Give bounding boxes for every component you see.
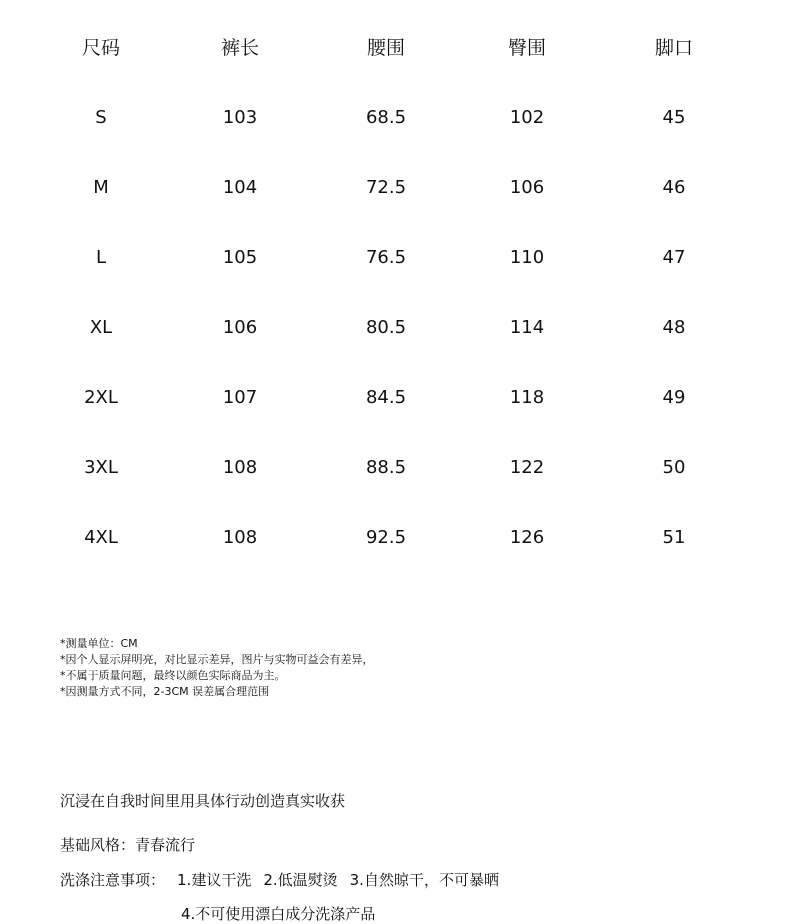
note-line: *因个人显示屏明亮，对比显示差异，图片与实物可益会有差异， [60, 653, 374, 666]
cell-hem: 50 [662, 457, 686, 478]
cell-waist: 68.5 [365, 107, 407, 128]
cell-length: 108 [222, 457, 258, 478]
table-row [30, 298, 750, 368]
cell-waist: 84.5 [365, 387, 407, 408]
table-row [30, 368, 750, 438]
cell-size: L [95, 247, 107, 268]
cell-hem: 51 [662, 527, 686, 548]
table-row [30, 508, 750, 578]
header-size: 尺码 [81, 37, 120, 59]
cell-size: 3XL [84, 457, 118, 478]
cell-size: XL [89, 317, 113, 338]
care-instructions [60, 869, 511, 890]
cell-hip: 126 [509, 527, 545, 548]
cell-length: 107 [222, 387, 258, 408]
cell-waist: 92.5 [365, 527, 407, 548]
cell-hip: 110 [509, 247, 545, 268]
cell-size: S [95, 107, 107, 128]
care-label: 洗涤注意事项： [60, 871, 166, 889]
header-hem: 脚口 [654, 37, 693, 59]
slogan-text: 沉浸在自我时间里用具体行动创造真实收获 [60, 792, 346, 810]
header-waist: 腰围 [366, 37, 405, 59]
care-item: 2.低温熨烫 [263, 871, 338, 889]
care-item: 4.不可使用漂白成分洗涤产品 [181, 905, 376, 923]
cell-hip: 102 [509, 107, 545, 128]
style-text: 基础风格：青春流行 [60, 836, 196, 854]
cell-waist: 88.5 [365, 457, 407, 478]
care-item: 3.自然晾干，不可暴晒 [349, 871, 499, 889]
cell-hem: 45 [662, 107, 686, 128]
cell-length: 106 [222, 317, 258, 338]
cell-hem: 47 [662, 247, 686, 268]
cell-hip: 118 [509, 387, 545, 408]
cell-length: 108 [222, 527, 258, 548]
cell-size: 2XL [84, 387, 118, 408]
note-line: *不属于质量问题，最终以颜色实际商品为主。 [60, 669, 286, 682]
cell-waist: 76.5 [365, 247, 407, 268]
table-row [30, 228, 750, 298]
cell-size: 4XL [84, 527, 118, 548]
cell-hem: 46 [662, 177, 686, 198]
cell-length: 104 [222, 177, 258, 198]
cell-length: 105 [222, 247, 258, 268]
cell-hip: 122 [509, 457, 545, 478]
note-line: *因测量方式不同，2-3CM 误差属合理范围 [60, 685, 270, 698]
note-line: *测量单位：CM [60, 637, 138, 650]
cell-hem: 48 [662, 317, 686, 338]
cell-waist: 80.5 [365, 317, 407, 338]
table-row [30, 438, 750, 508]
table-row [30, 158, 750, 228]
header-length: 裤长 [220, 37, 259, 59]
cell-hem: 49 [662, 387, 686, 408]
cell-waist: 72.5 [365, 177, 407, 198]
cell-hip: 114 [509, 317, 545, 338]
care-item: 1.建议干洗 [177, 871, 252, 889]
table-row [30, 88, 750, 158]
header-hip: 臀围 [507, 37, 546, 59]
table-header-row [30, 18, 750, 88]
cell-hip: 106 [509, 177, 545, 198]
measurement-notes [60, 636, 374, 700]
cell-size: M [93, 177, 109, 198]
size-table [30, 18, 750, 578]
cell-length: 103 [222, 107, 258, 128]
